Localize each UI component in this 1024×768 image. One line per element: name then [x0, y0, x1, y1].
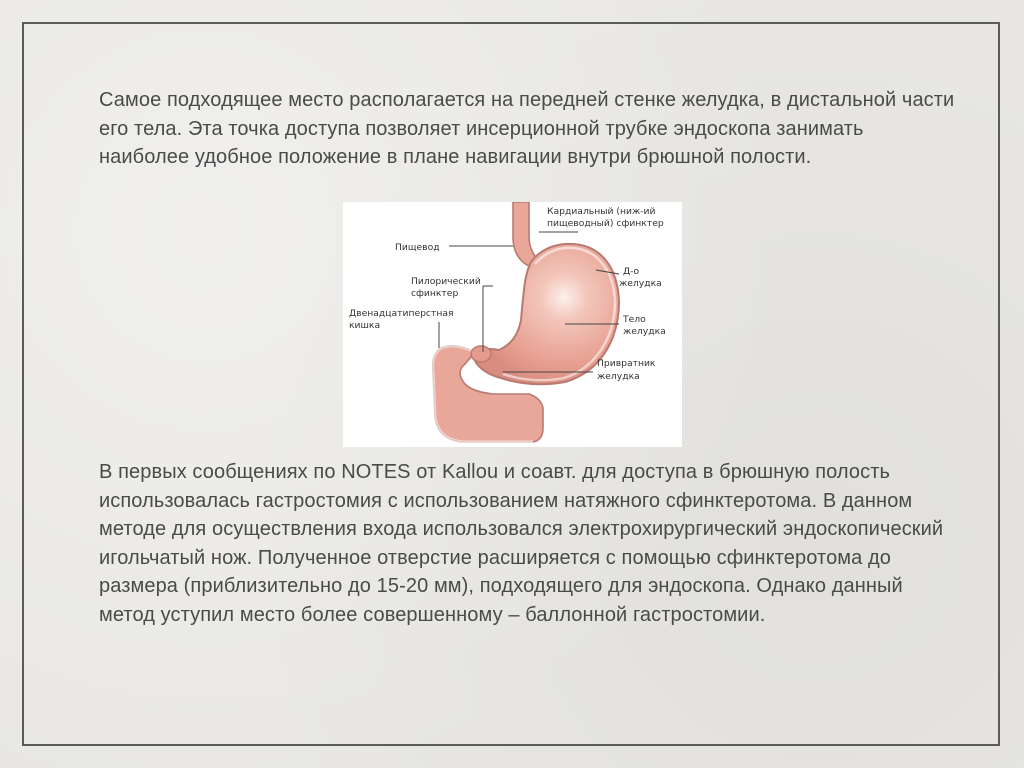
- label-body-line1: Тело: [623, 314, 646, 325]
- stomach-diagram-svg: [343, 202, 682, 447]
- label-cardia-line2: пищеводный) сфинктер: [547, 218, 664, 229]
- label-antrum-line2: желудка: [597, 371, 640, 382]
- label-fundus-line1: Д-о: [623, 266, 640, 277]
- label-fundus-line2: желудка: [619, 278, 662, 289]
- paragraph-notes-history: В первых сообщениях по NOTES от Kallou и соавт. для доступа в брюшную полость использовалась гастростомия с использованием натяжного сфинктеротома. В данном методе для осуществления входа использовался электрохирургический эндоскопический игольчатый нож. Полученное отверстие расширяется с помощью сфинктеротома до размера (приблизительно до 15-20 мм), подходящего для эндоскопа. Однако данный метод уступил место более совершенному – баллонной гастростомии.: [99, 461, 944, 626]
- paragraph-intro: Самое подходящее место располагается на передней стенке желудка, в дистальной части его тела. Эта точка доступа позволяет инсерционной трубке эндоскопа занимать наиболее удобное положение в плане навигации внутри брюшной полости.: [99, 89, 955, 169]
- label-duodenum-line2: кишка: [349, 320, 381, 331]
- stomach-diagram: [343, 202, 682, 447]
- label-duodenum-line1: Двенадцатиперстная: [349, 308, 454, 319]
- label-cardia-line1: Кардиальный (ниж-ий: [547, 206, 656, 217]
- label-pyloric-line2: сфинктер: [411, 288, 459, 299]
- label-pyloric-line1: Пилорический: [411, 276, 481, 287]
- label-esophagus: Пищевод: [395, 242, 440, 253]
- label-body-line2: желудка: [623, 326, 666, 337]
- pylorus-shape: [471, 346, 491, 362]
- label-antrum-line1: Привратник: [597, 358, 656, 369]
